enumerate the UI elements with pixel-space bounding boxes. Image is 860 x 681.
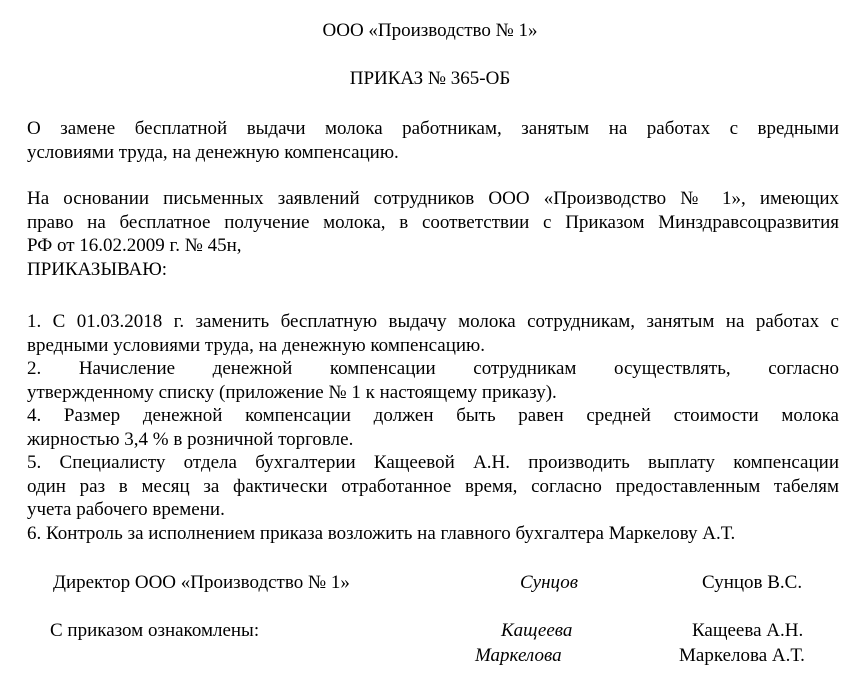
basis-line: На основании письменных заявлений сотрудников ООО «Производство № 1», имеющих — [27, 188, 839, 209]
acquainted-name: Маркелова А.Т. — [679, 645, 805, 666]
director-name: Сунцов В.С. — [702, 572, 803, 593]
order-subject — [27, 117, 839, 164]
subject-line: О замене бесплатной выдачи молока работникам, занятым на работах с вредными — [27, 118, 839, 139]
order-basis — [27, 187, 839, 281]
item-line: 5. Специалисту отдела бухгалтерии Кащеевой А.Н. производить выплату компенсации — [27, 452, 839, 473]
order-word: ПРИКАЗЫВАЮ: — [27, 258, 168, 280]
order-title: ПРИКАЗ № 365-ОБ — [349, 68, 511, 89]
basis-line: РФ от 16.02.2009 г. № 45н, — [27, 235, 242, 256]
item-line: 4. Размер денежной компенсации должен быть равен средней стоимости молока — [27, 405, 839, 426]
order-item — [27, 451, 839, 522]
acquainted-label: С приказом ознакомлены: — [50, 620, 260, 641]
order-item — [27, 310, 839, 357]
item-line: 1. С 01.03.2018 г. заменить бесплатную выдачу молока сотрудникам, занятым на работах с — [27, 311, 839, 332]
acquainted-name: Кащеева А.Н. — [692, 620, 804, 641]
order-item — [27, 522, 839, 546]
director-signature: Сунцов — [520, 572, 579, 593]
item-line: вредными условиями труда, на денежную компенсацию. — [27, 334, 485, 356]
director-label: Директор ООО «Производство № 1» — [53, 572, 350, 593]
item-line: утвержденному списку (приложение № 1 к настоящему приказу). — [27, 381, 557, 403]
item-line: 6. Контроль за исполнением приказа возложить на главного бухгалтера Маркелову А.Т. — [27, 522, 736, 544]
order-item — [27, 404, 839, 451]
item-line: 2. Начисление денежной компенсации сотрудникам осуществлять, согласно — [27, 358, 839, 379]
item-line: жирностью 3,4 % в розничной торговле. — [27, 428, 354, 450]
acquainted-signature: Кащеева — [501, 620, 573, 641]
organization-name: ООО «Производство № 1» — [322, 20, 538, 41]
order-items — [27, 310, 839, 545]
subject-line: условиями труда, на денежную компенсацию. — [27, 141, 399, 163]
acquainted-signature: Маркелова — [475, 645, 562, 666]
basis-line: право на бесплатное получение молока, в соответствии с Приказом Минздравсоцразвития — [27, 211, 839, 233]
item-line: учета рабочего времени. — [27, 499, 225, 520]
order-item — [27, 357, 839, 404]
item-line: один раз в месяц за фактически отработанное время, согласно предоставленным табелям — [27, 475, 839, 497]
